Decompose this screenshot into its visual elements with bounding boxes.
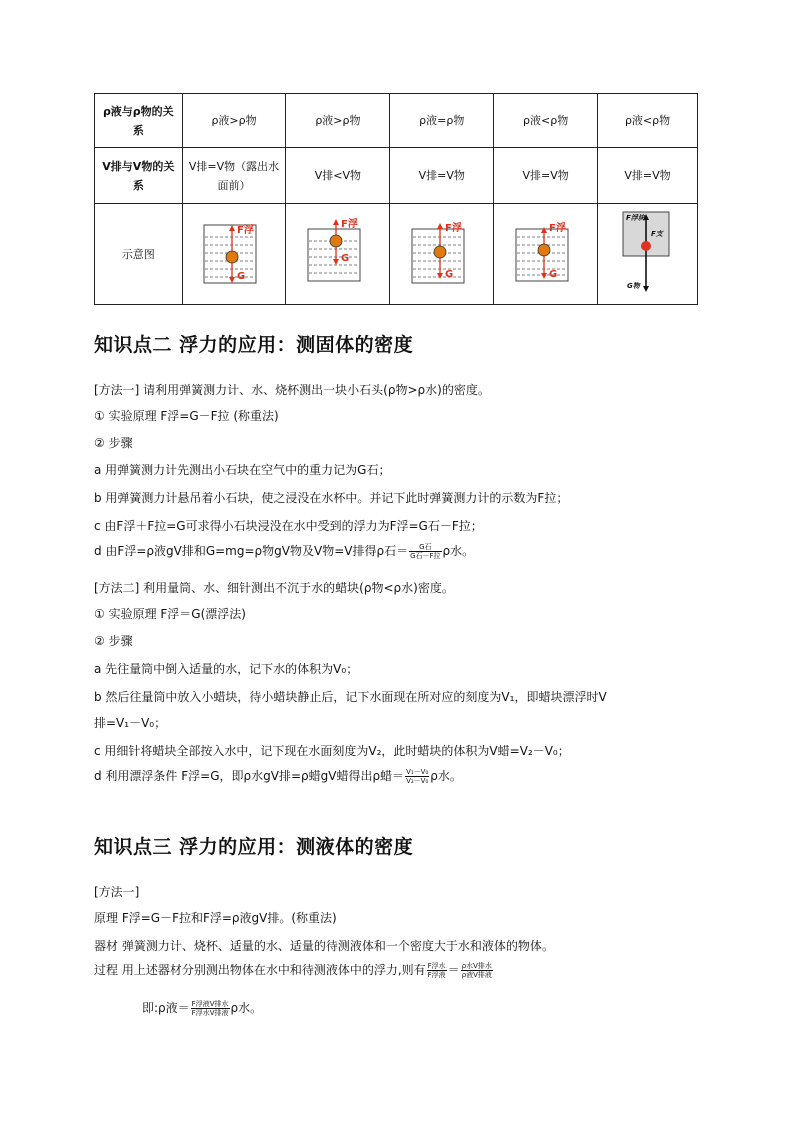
diagram-label: G (444, 269, 453, 280)
table-cell: V排<V物 (286, 148, 390, 204)
step-text: ρ水。 (442, 544, 475, 558)
step-line: b 然后往量筒中放入小蜡块，待小蜡块静止后，记下水面现在所对应的刻度为V₁，即蜡块漂浮时V (94, 690, 607, 704)
denominator: F浮液 (427, 971, 446, 979)
diagram-label: F浮 (444, 223, 462, 234)
materials-line: 器材 弹簧测力计、烧杯、适量的水、适量的待测液体和一个密度大于水和液体的物体。 (94, 939, 554, 953)
fraction (461, 962, 493, 979)
steps-label: ② 步骤 (94, 436, 133, 450)
numerator: V₁－V₀ (406, 768, 429, 776)
numerator: F浮水 (427, 962, 446, 970)
diagram-label: G (237, 271, 246, 282)
denominator: V₂－V₀ (406, 777, 429, 785)
equals-sign: ＝ (447, 963, 460, 977)
beaker-diagram (511, 215, 581, 287)
fraction (409, 543, 441, 560)
step-text: d 利用漂浮条件 F浮=G，即ρ水gV排=ρ蜡gV蜡得出ρ蜡＝ (94, 769, 405, 783)
table-cell: V排=V物（露出水面前） (182, 148, 286, 204)
diagram-label: F浮 (340, 219, 358, 230)
diagram-cell (286, 204, 390, 305)
diagram-cell (182, 204, 286, 305)
beaker-diagram (303, 215, 373, 287)
result-text: ρ水。 (230, 1001, 263, 1015)
numerator: G石 (409, 543, 441, 552)
section-title: 知识点三 浮力的应用：测液体的密度 (94, 836, 414, 858)
method-intro: [方法一] (94, 885, 140, 899)
step-line: c 用细针将蜡块全部按入水中，记下现在水面刻度为V₂，此时蜡块的体积为V蜡=V₂－V₀； (94, 744, 570, 758)
diagram-label: G (548, 269, 557, 280)
diagram-label: G (340, 253, 350, 264)
method-intro: [方法一] 请利用弹簧测力计、水、烧杯测出一块小石头(ρ物>ρ水)的密度。 (94, 383, 490, 397)
denominator: ρ液V排液 (461, 971, 492, 979)
table-cell: V排=V物 (494, 148, 598, 204)
method-intro: [方法二] 利用量筒、水、细针测出不沉于水的蜡块(ρ物<ρ水)密度。 (94, 581, 454, 595)
steps-label: ② 步骤 (94, 634, 133, 648)
table-cell: V排=V物 (598, 148, 698, 204)
step-text: ρ水。 (430, 769, 462, 783)
fraction (405, 768, 429, 785)
diagram-cell (390, 204, 494, 305)
step-line: c 由F浮＋F拉=G可求得小石块浸没在水中受到的浮力为F浮=G石－F拉； (94, 519, 483, 533)
principle-line: 原理 F浮=G－F拉和F浮=ρ液gV排。(称重法) (94, 911, 337, 925)
row-header: V排与V物的关系 (95, 148, 183, 204)
row-header: 示意图 (95, 204, 183, 305)
table-cell: ρ液<ρ物 (598, 94, 698, 148)
table-cell: V排=V物 (390, 148, 494, 204)
table-row (95, 94, 698, 148)
step-line (94, 768, 462, 785)
result-text: 即:ρ液＝ (142, 1001, 190, 1015)
table-row (95, 204, 698, 305)
principle-line: ① 实验原理 F浮＝G(漂浮法) (94, 607, 246, 621)
relationship-table (94, 93, 698, 305)
beaker-diagram (199, 215, 269, 287)
beaker-diagram (613, 206, 683, 296)
table-cell: ρ液>ρ物 (182, 94, 286, 148)
section-title: 知识点二 浮力的应用：测固体的密度 (94, 334, 414, 356)
numerator: F浮液V排水 (191, 1000, 229, 1008)
step-line: a 先往量筒中倒入适量的水，记下水的体积为V₀； (94, 662, 359, 676)
table-cell: ρ液<ρ物 (494, 94, 598, 148)
step-line: 排=V₁－V₀； (94, 716, 167, 730)
fraction (427, 962, 447, 979)
step-line: b 用弹簧测力计悬吊着小石块，使之浸没在水杯中。并记下此时弹簧测力计的示数为F拉； (94, 491, 569, 505)
table-cell: ρ液>ρ物 (286, 94, 390, 148)
diagram-label: F浮块 (625, 214, 645, 222)
process-line (94, 962, 494, 979)
result-line (142, 1000, 262, 1017)
table-cell: ρ液=ρ物 (390, 94, 494, 148)
diagram-label: F支 (650, 230, 663, 238)
numerator: ρ水V排水 (461, 962, 492, 970)
step-text: d 由F浮=ρ液gV排和G=mg=ρ物gV物及V物=V排得ρ石＝ (94, 544, 409, 558)
diagram-cell (494, 204, 598, 305)
beaker-diagram (407, 215, 477, 287)
table-row (95, 148, 698, 204)
fraction (191, 1000, 230, 1017)
diagram-cell (598, 204, 698, 305)
denominator: F浮水V排液 (191, 1009, 229, 1017)
step-line (94, 543, 474, 560)
row-header: ρ液与ρ物的关系 (95, 94, 183, 148)
diagram-label: G物 (626, 282, 640, 290)
step-line: a 用弹簧测力计先测出小石块在空气中的重力记为G石； (94, 463, 391, 477)
denominator: G石－F拉 (410, 552, 441, 560)
process-text: 过程 用上述器材分别测出物体在水中和待测液体中的浮力,则有 (94, 963, 426, 977)
diagram-label: F浮 (237, 225, 254, 236)
diagram-label: F浮 (548, 223, 566, 234)
principle-line: ① 实验原理 F浮=G－F拉 (称重法) (94, 409, 279, 423)
